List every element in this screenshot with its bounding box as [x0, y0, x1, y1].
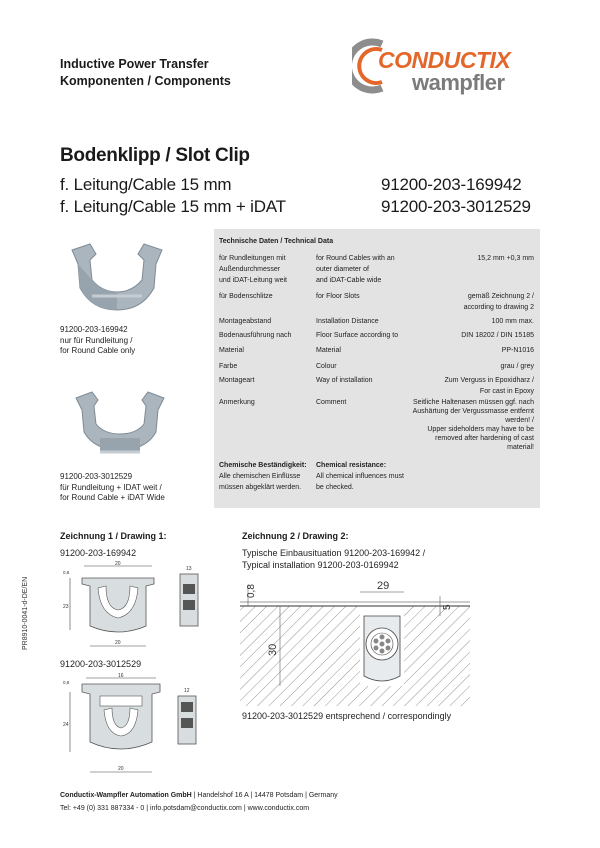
- drawing2-installation: [240, 576, 470, 711]
- caption-1-line-3: for Round Cable only: [60, 346, 136, 355]
- tech-row-en: Material: [316, 347, 341, 354]
- tech-row-value: Aushärtung der Vergussmasse entfernt: [412, 408, 534, 415]
- tech-row-value: gemäß Zeichnung 2 /: [467, 293, 534, 300]
- product-desc-1: f. Leitung/Cable 15 mm: [60, 175, 232, 194]
- tech-row-value: For cast in Epoxy: [479, 388, 534, 395]
- tech-row-de: Bodenausführung nach: [219, 332, 292, 339]
- tech-row-de: Material: [219, 347, 244, 354]
- svg-text:wampfler: wampfler: [412, 70, 505, 95]
- tech-row-en: and iDAT-Cable wide: [316, 277, 382, 284]
- drawing2-caption-1: Typische Einbausituation 91200-203-169942 /: [242, 548, 426, 558]
- chem-de-1: Alle chemischen Einflüsse: [219, 473, 301, 480]
- tech-row-value: according to drawing 2: [463, 304, 534, 311]
- product-code-2: 91200-203-3012529: [381, 197, 531, 216]
- chem-de-2: müssen abgeklärt werden.: [219, 484, 302, 491]
- footer-address-text: | Handelshof 16 A | 14478 Potsdam | Germany: [191, 792, 338, 799]
- footer-company: Conductix-Wampfler Automation GmbH: [60, 792, 192, 799]
- drawing1-technical-a: [60, 560, 210, 655]
- document-code: PR8910-0041-d-DE/EN: [22, 576, 29, 650]
- tech-row-en: Way of installation: [316, 377, 373, 384]
- tech-row-de: Farbe: [219, 363, 238, 370]
- chem-en-2: be checked.: [316, 484, 354, 491]
- d1b-dim-small: 0,8: [63, 680, 70, 685]
- product-code-1: 91200-203-169942: [381, 175, 522, 194]
- header-title: [60, 56, 231, 90]
- tech-row-de: Montageabstand: [219, 318, 272, 325]
- caption-1-line-1: 91200-203-169942: [60, 325, 128, 334]
- tech-row-en: outer diameter of: [316, 266, 369, 273]
- d2-dim-top: 5: [442, 604, 453, 610]
- tech-row-en: Installation Distance: [316, 318, 379, 325]
- tech-row-value: 15,2 mm +0,3 mm: [477, 255, 534, 262]
- tech-row-value: removed after hardening of cast: [435, 435, 534, 442]
- d1b-dim-bottom: 20: [118, 766, 124, 772]
- d1b-dim-side: 12: [184, 688, 190, 694]
- caption-1-line-2: nur für Rundleitung /: [60, 335, 133, 345]
- d1a-dim-small: 0,8: [63, 570, 70, 575]
- drawing1-heading: Zeichnung 1 / Drawing 1:: [60, 531, 167, 541]
- d1b-dim-top: 16: [118, 673, 124, 679]
- chem-heading-de: Chemische Beständigkeit:: [219, 462, 307, 469]
- drawing2-note: 91200-203-3012529 entsprechend / correspondingly: [242, 711, 452, 721]
- header-line-1: Inductive Power Transfer: [60, 57, 209, 71]
- chem-heading-en: Chemical resistance:: [316, 462, 387, 469]
- header-line-2: Komponenten / Components: [60, 74, 231, 88]
- tech-row-de: Montageart: [219, 377, 255, 384]
- caption-2-line-2: für Rundleitung + IDAT weit /: [60, 482, 162, 492]
- footer-contact: Tel: +49 (0) 331 887334 - 0 | info.potsdam@conductix.com | www.conductix.com: [60, 805, 310, 812]
- caption-2-line-3: for Round Cable + iDAT Wide: [60, 493, 165, 502]
- caption-product-2: [60, 472, 165, 504]
- product-desc-2: f. Leitung/Cable 15 mm + iDAT: [60, 197, 286, 216]
- d2-dim-thickness: 0,8: [246, 584, 257, 598]
- tech-row-value: Seitliche Haltenasen müssen ggf. nach: [412, 399, 534, 406]
- tech-row-value: Upper sideholders may have to be: [427, 426, 534, 433]
- d1a-dim-top: 20: [115, 561, 121, 567]
- company-logo: [352, 36, 542, 96]
- drawing1-technical-b: [60, 672, 210, 785]
- d2-dim-width: 29: [377, 580, 390, 592]
- tech-row-en: Comment: [316, 399, 347, 406]
- d2-dim-depth: 30: [267, 643, 279, 656]
- tech-row-en: Colour: [316, 363, 337, 370]
- tech-row-de: für Bodenschlitze: [219, 293, 273, 300]
- drawing1-label-a: 91200-203-169942: [60, 548, 137, 558]
- tech-row-value: werden! /: [505, 417, 534, 424]
- d1a-dim-bottom: 20: [115, 640, 121, 646]
- product-image-2: [70, 388, 170, 468]
- footer: [60, 789, 338, 815]
- tech-row-de: für Rundleitungen mit: [219, 255, 286, 262]
- svg-text:CONDUCTIX: CONDUCTIX: [378, 47, 511, 73]
- caption-product-1: [60, 325, 135, 357]
- tech-row-value: material!: [507, 444, 534, 451]
- product-image-1: [62, 240, 172, 325]
- drawing2-heading: Zeichnung 2 / Drawing 2:: [242, 531, 349, 541]
- drawing2-caption-2: Typical installation 91200-203-0169942: [242, 560, 399, 570]
- tech-row-de: Außendurchmesser: [219, 266, 281, 273]
- drawing1-label-b: 91200-203-3012529: [60, 659, 142, 669]
- caption-2-line-1: 91200-203-3012529: [60, 472, 133, 481]
- footer-address: [60, 789, 338, 802]
- page-title: Bodenklipp / Slot Clip: [60, 145, 250, 166]
- tech-row-value: grau / grey: [500, 363, 534, 370]
- tech-row-value: PP-N1016: [501, 347, 534, 354]
- tech-row-de: und iDAT-Leitung weit: [219, 277, 287, 284]
- chem-en-1: All chemical influences must: [316, 473, 404, 480]
- d1b-dim-left: 24: [63, 722, 69, 728]
- d1a-dim-side: 13: [186, 566, 192, 572]
- tech-row-de: Anmerkung: [219, 399, 255, 406]
- tech-row-en: Floor Surface according to: [316, 332, 399, 339]
- tech-data-heading: Technische Daten / Technical Data: [219, 238, 334, 245]
- d1a-dim-left: 23: [63, 604, 69, 610]
- tech-row-en: for Round Cables with an: [316, 255, 395, 262]
- tech-row-en: for Floor Slots: [316, 293, 360, 300]
- tech-row-value: DIN 18202 / DIN 15185: [461, 332, 534, 339]
- tech-row-value: Zum Verguss in Epoxidharz /: [444, 377, 534, 384]
- tech-row-value: 100 mm max.: [491, 318, 534, 325]
